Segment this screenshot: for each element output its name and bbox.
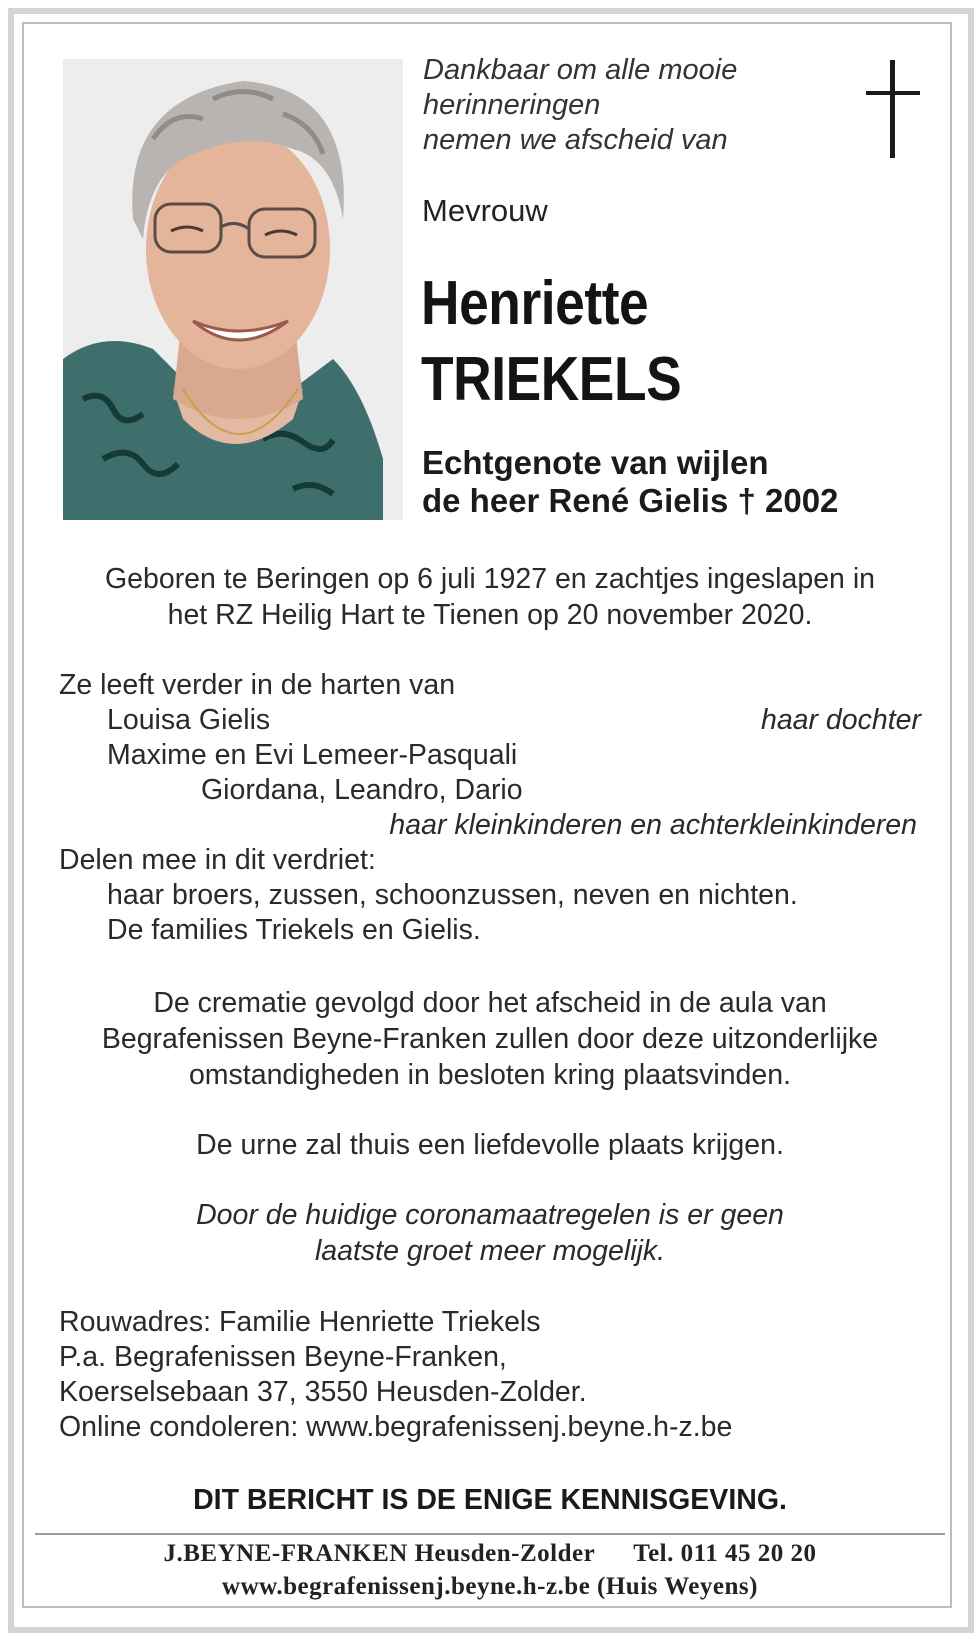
born-line: Geboren te Beringen op 6 juli 1927 en zachtjes ingeslapen in: [104, 563, 876, 595]
intro-line: herinneringen: [423, 89, 601, 121]
last-name: TRIEKELS: [421, 345, 682, 414]
spouse-line: [422, 444, 838, 520]
footer-company: J.BEYNE-FRANKEN Heusden-Zolder: [163, 1540, 596, 1567]
great-grandchildren: Giordana, Leandro, Dario: [201, 774, 523, 806]
intro-text: [423, 53, 823, 158]
footer-phone: Tel. 011 45 20 20: [633, 1540, 817, 1567]
footer-divider: [35, 1533, 945, 1535]
family-list: [59, 668, 921, 948]
spouse-line-1: Echtgenote van wijlen: [422, 444, 769, 481]
cremation-text: [40, 985, 940, 1093]
corona-line: Door de huidige coronamaatregelen is er geen: [196, 1199, 784, 1231]
cremation-line: Begrafenissen Beyne-Franken zullen door deze uitzonderlijke: [101, 1023, 879, 1055]
grand-relation: haar kleinkinderen en achterkleinkinderen: [389, 809, 917, 841]
portrait-photo: [63, 59, 403, 520]
address-line: Rouwadres: Familie Henriette Triekels: [59, 1306, 541, 1338]
urn-text: De urne zal thuis een liefdevolle plaats krijgen.: [196, 1129, 784, 1161]
share-heading: Delen mee in dit verdriet:: [59, 844, 376, 876]
address-block: [59, 1305, 732, 1445]
cremation-line: De crematie gevolgd door het afscheid in de aula van: [153, 987, 827, 1019]
share-line-2: De families Triekels en Gielis.: [107, 914, 481, 946]
daughter-relation: haar dochter: [760, 704, 921, 736]
corona-text: [40, 1197, 940, 1269]
deceased-name: [421, 266, 681, 418]
family-row-daughter: [59, 703, 921, 738]
corona-line: laatste groet meer mogelijk.: [314, 1235, 666, 1267]
family-heading: Ze leeft verder in de harten van: [59, 669, 456, 701]
honorific: Mevrouw: [422, 193, 548, 228]
birth-death-text: [40, 561, 940, 633]
notice-text: DIT BERICHT IS DE ENIGE KENNISGEVING.: [193, 1484, 787, 1516]
footer-company-line: [40, 1540, 940, 1568]
address-line: P.a. Begrafenissen Beyne-Franken,: [59, 1341, 507, 1373]
address-line: Koerselsebaan 37, 3550 Heusden-Zolder.: [59, 1376, 587, 1408]
spouse-line-2: de heer René Gielis † 2002: [422, 482, 839, 519]
footer-web[interactable]: www.begrafenissenj.beyne.h-z.be (Huis Weyens): [222, 1573, 758, 1600]
grandchildren: Maxime en Evi Lemeer-Pasquali: [107, 739, 518, 771]
intro-line: Dankbaar om alle mooie: [423, 54, 738, 86]
cremation-line: omstandigheden in besloten kring plaatsvinden.: [188, 1059, 792, 1091]
share-line-1: haar broers, zussen, schoonzussen, neven en nichten.: [107, 879, 798, 911]
cross-icon: [862, 60, 922, 160]
intro-line: nemen we afscheid van: [423, 124, 728, 156]
born-line: het RZ Heilig Hart te Tienen op 20 november 2020.: [167, 599, 813, 631]
condolence-link[interactable]: Online condoleren: www.begrafenissenj.beyne.h-z.be: [59, 1411, 733, 1443]
daughter-name: Louisa Gielis: [107, 704, 271, 736]
first-name: Henriette: [421, 269, 649, 338]
